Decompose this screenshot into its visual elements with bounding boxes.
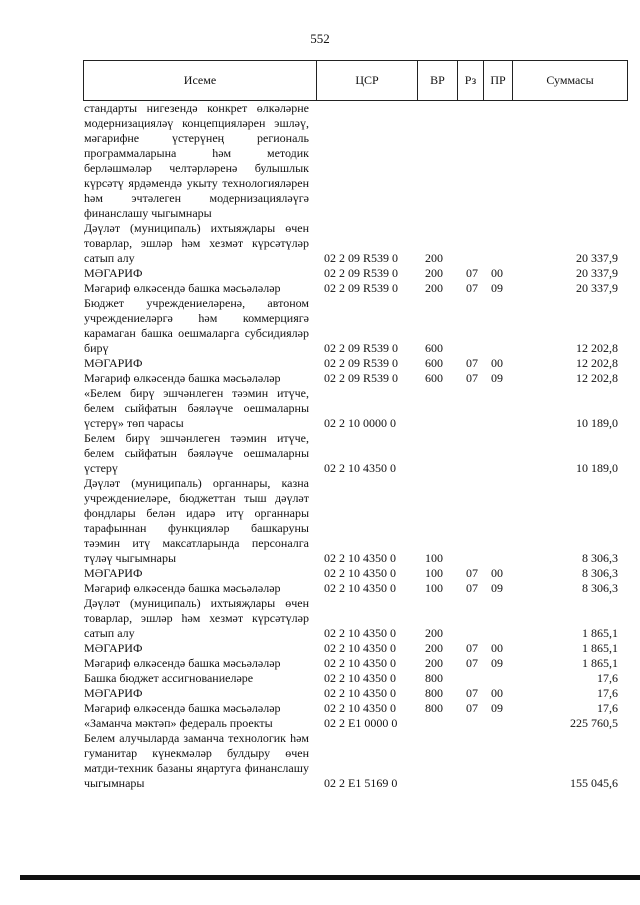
cell-name: Мәгариф өлкәсендә башка мәсьәләләр [84,371,281,385]
cell-sum: 10 189,0 [576,461,618,475]
cell-rz: 07 [466,581,478,595]
cell-csr: 02 2 10 0000 0 [324,416,396,430]
cell-sum: 20 337,9 [576,251,618,265]
cell-vr: 800 [425,686,443,700]
table-row [84,296,628,356]
table-row [84,281,628,296]
table-row [84,356,628,371]
table-row [84,581,628,596]
cell-vr: 600 [425,356,443,370]
cell-pr: 09 [491,281,503,295]
cell-name: Башка бюджет ассигнованиеләре [84,671,254,685]
table-row [84,596,628,641]
table-row [84,476,628,566]
cell-vr: 100 [425,551,443,565]
cell-sum: 20 337,9 [576,266,618,280]
cell-rz: 07 [466,266,478,280]
cell-csr: 02 2 09 R539 0 [324,266,399,280]
cell-name: МӘГАРИФ [84,266,143,280]
cell-vr: 600 [425,371,443,385]
cell-rz: 07 [466,641,478,655]
cell-csr: 02 2 09 R539 0 [324,371,399,385]
cell-sum: 155 045,6 [570,776,618,790]
cell-name: стандарты нигезендә конкрет өлкәләрне модернизацияләү концепцияләрен эшләү, мәгарифне үстерүнең региональ программаларына һәм методик берләшмәләр челтәрләренә булышлык күрсәтү ярдәмендә укыту технологияләрен һәм эчтәлеген модернизацияләүгә финанслашу чыгымнары [84,101,309,220]
cell-pr: 09 [491,656,503,670]
cell-csr: 02 2 10 4350 0 [324,551,396,565]
header-rz: Рз [458,61,484,100]
cell-vr: 200 [425,251,443,265]
cell-name: «Заманча мәктәп» федераль проекты [84,716,273,730]
cell-sum: 1 865,1 [582,641,618,655]
cell-name: Белем алучыларда заманча технологик һәм гуманитар күнекмәләр булдыру өчен матди-техник базаны яңартуга финанслашу чыгымнары [84,731,309,790]
cell-csr: 02 2 09 R539 0 [324,281,399,295]
cell-sum: 12 202,8 [576,371,618,385]
cell-pr: 00 [491,266,503,280]
table-row [84,731,628,791]
header-csr: ЦСР [317,61,418,100]
header-pr: ПР [484,61,513,100]
cell-csr: 02 2 10 4350 0 [324,566,396,580]
cell-sum: 8 306,3 [582,551,618,565]
cell-pr: 00 [491,686,503,700]
table-body [84,101,628,791]
cell-pr: 09 [491,581,503,595]
cell-sum: 10 189,0 [576,416,618,430]
bottom-rule [20,875,640,880]
cell-csr: 02 2 10 4350 0 [324,671,396,685]
header-sum: Суммасы [546,73,594,87]
cell-sum: 8 306,3 [582,581,618,595]
cell-csr: 02 2 10 4350 0 [324,461,396,475]
cell-name: МӘГАРИФ [84,566,143,580]
cell-vr: 800 [425,671,443,685]
cell-name: МӘГАРИФ [84,641,143,655]
page-number: 552 [310,31,330,46]
cell-csr: 02 2 10 4350 0 [324,656,396,670]
cell-rz: 07 [466,371,478,385]
cell-csr: 02 2 10 4350 0 [324,581,396,595]
cell-sum: 17,6 [597,686,618,700]
cell-rz: 07 [466,656,478,670]
cell-csr: 02 2 E1 5169 0 [324,776,398,790]
cell-rz: 07 [466,356,478,370]
cell-sum: 8 306,3 [582,566,618,580]
cell-name: Белем бирү эшчәнлеген тәэмин итүче, белем сыйфатын бәяләүче оешмаларны үстерү [84,431,309,475]
cell-vr: 200 [425,641,443,655]
cell-vr: 200 [425,266,443,280]
cell-csr: 02 2 10 4350 0 [324,641,396,655]
table-row [84,686,628,701]
cell-name: МӘГАРИФ [84,356,143,370]
cell-pr: 00 [491,641,503,655]
header-name: Исеме [84,61,317,100]
table-row [84,386,628,431]
cell-sum: 1 865,1 [582,656,618,670]
table-row [84,566,628,581]
cell-name: МӘГАРИФ [84,686,143,700]
cell-csr: 02 2 09 R539 0 [324,356,399,370]
cell-vr: 800 [425,701,443,715]
cell-vr: 200 [425,626,443,640]
cell-csr: 02 2 E1 0000 0 [324,716,398,730]
cell-pr: 09 [491,371,503,385]
cell-csr: 02 2 09 R539 0 [324,251,399,265]
cell-sum: 1 865,1 [582,626,618,640]
cell-sum: 225 760,5 [570,716,618,730]
cell-csr: 02 2 10 4350 0 [324,686,396,700]
cell-name: Дәүләт (муниципаль) органнары, казна учреждениеләре, бюджеттан тыш дәүләт фондлары белән идарә итү органнары тарафыннан функцияләр башкаруны тәэмин итү максатларында персоналга түләү чыгымнары [84,476,309,565]
cell-name: Дәүләт (муниципаль) ихтыяҗлары өчен товарлар, эшләр һәм хезмәт күрсәтүләр сатып алу [84,221,309,265]
cell-sum: 12 202,8 [576,356,618,370]
cell-vr: 200 [425,656,443,670]
cell-csr: 02 2 09 R539 0 [324,341,399,355]
header-vr: ВР [418,61,458,100]
cell-name: Дәүләт (муниципаль) ихтыяҗлары өчен товарлар, эшләр һәм хезмәт күрсәтүләр сатып алу [84,596,309,640]
cell-sum: 17,6 [597,701,618,715]
cell-rz: 07 [466,566,478,580]
table-row [84,716,628,731]
cell-name: Мәгариф өлкәсендә башка мәсьәләләр [84,656,281,670]
table-row [84,221,628,266]
cell-pr: 00 [491,566,503,580]
cell-pr: 09 [491,701,503,715]
table-row [84,101,628,221]
table-row [84,671,628,686]
cell-name: Мәгариф өлкәсендә башка мәсьәләләр [84,581,281,595]
table-row [84,701,628,716]
cell-csr: 02 2 10 4350 0 [324,626,396,640]
cell-name: Бюджет учреждениеләренә, автоном учреждениеләргә һәм коммерциягә карамаган башка оешмаларга субсидияләр бирү [84,296,309,355]
table-row [84,641,628,656]
cell-sum: 17,6 [597,671,618,685]
cell-vr: 100 [425,581,443,595]
table-row [84,266,628,281]
table-row [84,431,628,476]
cell-vr: 200 [425,281,443,295]
cell-sum: 20 337,9 [576,281,618,295]
cell-rz: 07 [466,686,478,700]
cell-vr: 600 [425,341,443,355]
cell-csr: 02 2 10 4350 0 [324,701,396,715]
cell-rz: 07 [466,701,478,715]
cell-name: Мәгариф өлкәсендә башка мәсьәләләр [84,701,281,715]
cell-vr: 100 [425,566,443,580]
cell-name: Мәгариф өлкәсендә башка мәсьәләләр [84,281,281,295]
cell-rz: 07 [466,281,478,295]
cell-pr: 00 [491,356,503,370]
table-row [84,371,628,386]
cell-name: «Белем бирү эшчәнлеген тәэмин итүче, белем сыйфатын бәяләүче оешмаларны үстерү» төп чарасы [84,386,309,430]
cell-sum: 12 202,8 [576,341,618,355]
table-row [84,656,628,671]
table-header [83,60,628,101]
